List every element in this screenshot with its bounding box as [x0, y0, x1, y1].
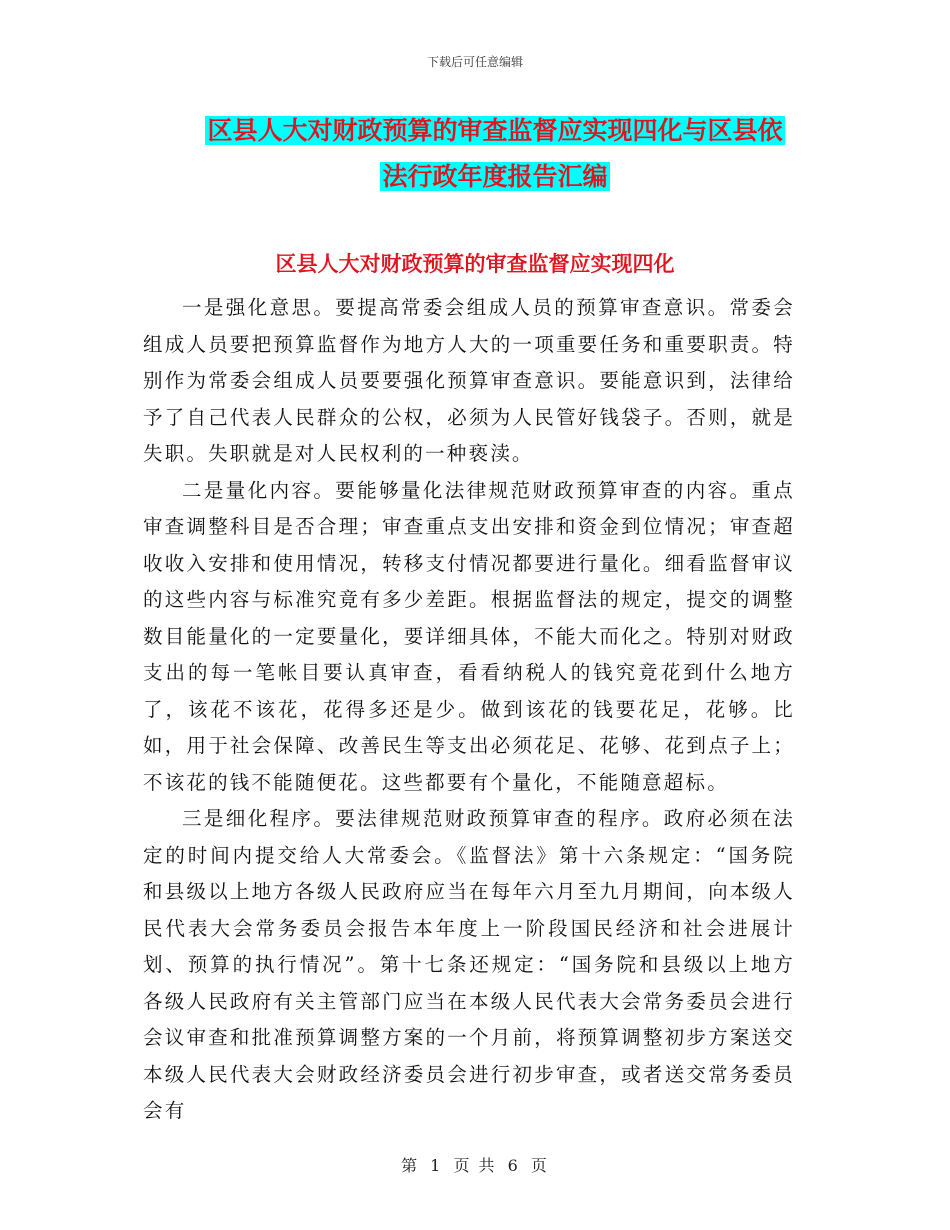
body-text [143, 290, 795, 1130]
footer-total-pages: 6 [507, 1156, 520, 1175]
title-line-1: 区县人大对财政预算的审查监督应实现四化与区县依 [207, 116, 783, 145]
footer-middle: 页 共 [453, 1156, 497, 1175]
paragraph-2: 二是量化内容。要能够量化法律规范财政预算审查的内容。重点审查调整科目是否合理；审查重点支出安排和资金到位情况；审查超收收入安排和使用情况，转移支付情况都要进行量化。细看监督审议的这些内容与标准究竟有多少差距。根据监督法的规定，提交的调整数目能量化的一定要量化，要详细具体，不能大而化之。特别对财政支出的每一笔帐目要认真审查，看看纳税人的钱究竟花到什么地方了，该花不该花，花得多还是少。做到该花的钱要花足，花够。比如，用于社会保障、改善民生等支出必须花足、花够、花到点子上；不该花的钱不能随便花。这些都要有个量化，不能随意超标。 [143, 478, 795, 794]
title-line-2: 法行政年度报告汇编 [382, 162, 608, 191]
document-title [150, 108, 840, 200]
section-title: 区县人大对财政预算的审查监督应实现四化 [275, 252, 675, 276]
header-note: 下载后可任意编辑 [426, 55, 523, 69]
page-footer [0, 1153, 950, 1176]
footer-page-number: 1 [430, 1156, 443, 1175]
paragraph-1: 一是强化意思。要提高常委会组成人员的预算审查意识。常委会组成人员要把预算监督作为地方人大的一项重要任务和重要职责。特别作为常委会组成人员要要强化预算审查意识。要能意识到，法律给予了自己代表人民群众的公权，必须为人民管好钱袋子。否则，就是失职。失职就是对人民权利的一种亵渎。 [143, 296, 795, 465]
paragraph-3: 三是细化程序。要法律规范财政预算审查的程序。政府必须在法定的时间内提交给人大常委会。《监督法》第十六条规定：“国务院和县级以上地方各级人民政府应当在每年六月至九月期间，向本级人民代表大会常务委员会报告本年度上一阶段国民经济和社会进展计划、预算的执行情况”。第十七条还规定：“国务院和县级以上地方各级人民政府有关主管部门应当在本级人民代表大会常务委员会进行会议审查和批准预算调整方案的一个月前，将预算调整初步方案送交本级人民代表大会财政经济委员会进行初步审查，或者送交常务委员会有 [143, 807, 795, 1122]
footer-suffix: 页 [530, 1156, 549, 1175]
footer-prefix: 第 [401, 1156, 420, 1175]
